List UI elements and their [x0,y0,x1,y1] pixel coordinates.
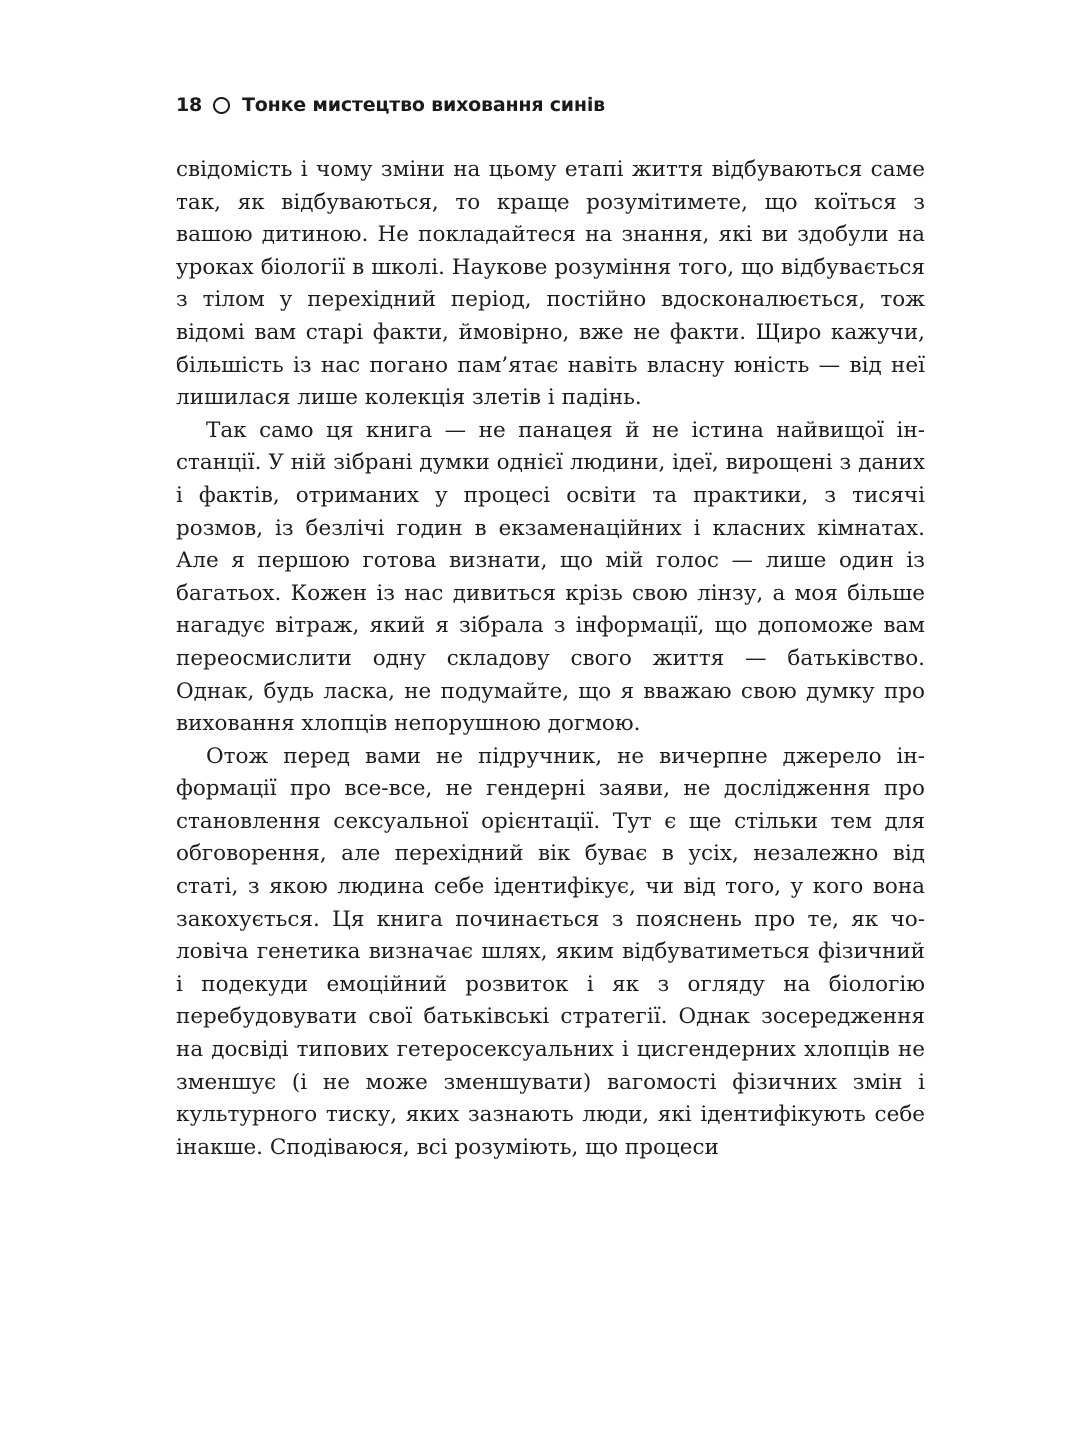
circle-separator-icon [213,97,230,114]
running-head [176,94,605,116]
paragraph: Так само ця книга — не панацея й не істина найвищої інстанції. У ній зібрані думки однієї людини, ідеї, вирощені з даних і фактів, отриманих у процесі освіти та практики, з тисячі розмов, із безлічі годин в екзаменаційних і класних кімнатах. Але я першою готова визнати, що мій голос — лише один із багатьох. Кожен із нас дивиться крізь свою лінзу, а моя більше нагадує вітраж, який я зібрала з інформації, що допоможе вам переосмислити одну складову свого життя — батьківство. Однак, будь ласка, не подумайте, що я вважаю свою думку про виховання хлопців непорушною догмою. [176,417,925,737]
paragraph-continued: свідомість і чому зміни на цьому етапі життя відбуваються саме так, як відбуваються, то краще розумітимете, що коїться з вашою дитиною. Не покладайтеся на знання, які ви здобули на уроках біології в школі. Наукове розуміння того, що відбувається з тілом у перехідний період, постійно вдосконалюється, тож відомі вам старі факти, ймовірно, вже не факти. Щиро кажучи, більшість із нас погано пам’ятає навіть власну юність — від неї лишилася лише колекція злетів і падінь. [176,157,925,411]
body-text [176,154,925,1164]
book-title: Тонке мистецтво виховання синів [242,94,605,116]
paragraph: Отож перед вами не підручник, не вичерпне джерело інформації про все-все, не гендерні заяви, не дослідження про становлення сексуальної орієнтації. Тут є ще стільки тем для обговорення, але перехідний вік буває в усіх, незалежно від статі, з якою людина себе ідентифікує, чи від того, у кого вона закохується. Ця книга починається з пояснень про те, як чоловіча генетика визначає шлях, яким відбуватиметься фізичний і подекуди емоційний розвиток і як з огляду на біологію перебудовувати свої батьківські стратегії. Однак зосередження на досвіді типових гетеросексуальних і цисгендерних хлопців не зменшує (і не може зменшувати) вагомості фізичних змін і культурного тиску, яких зазнають люди, які ідентифікують себе інакше. Сподіваюся, всі розуміють, що процеси [176,743,925,1160]
page-number: 18 [176,94,203,116]
